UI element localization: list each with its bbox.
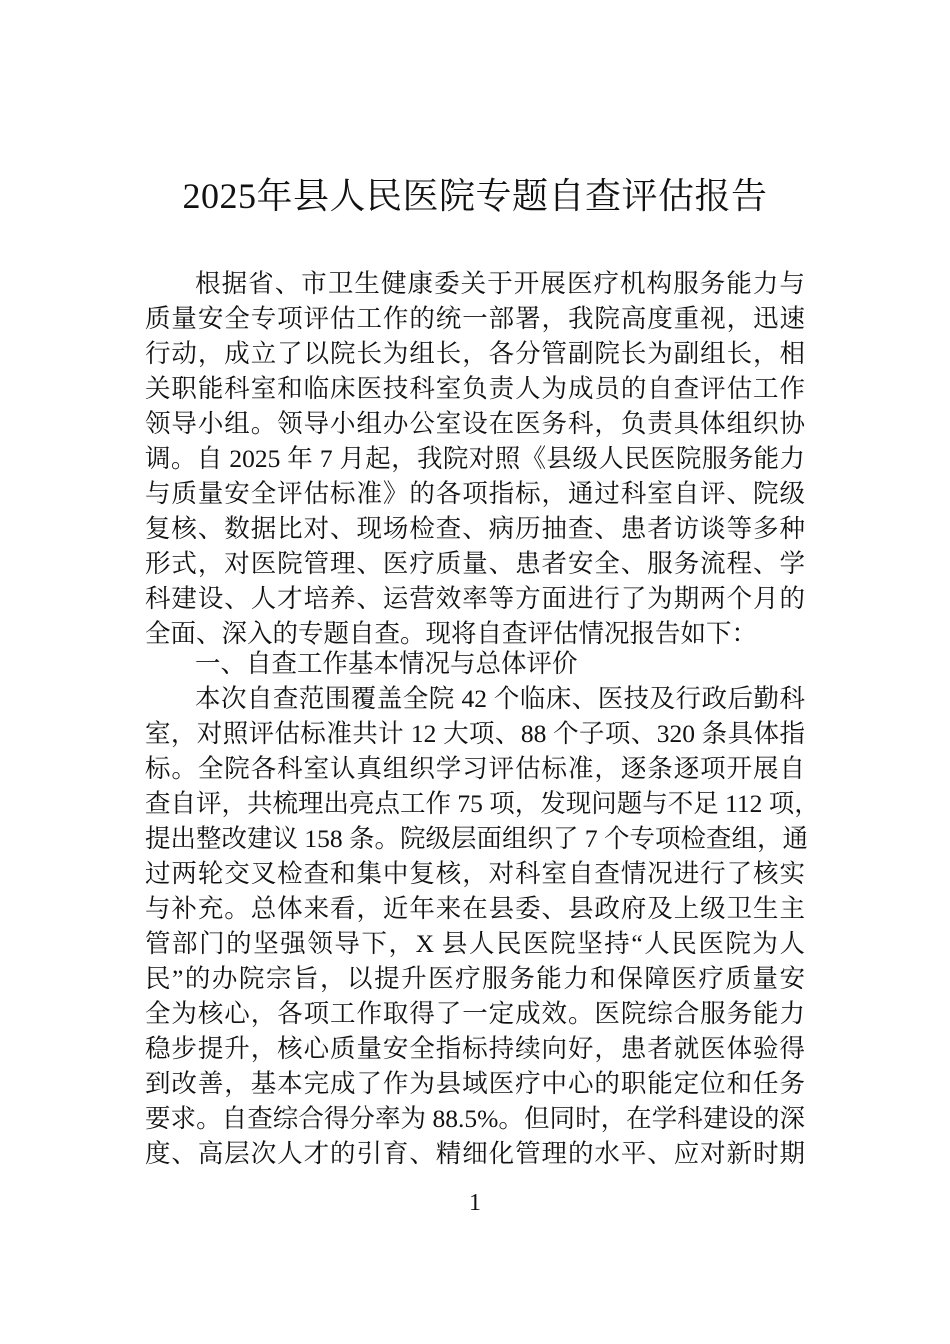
paragraph-line: 标。全院各科室认真组织学习评估标准，逐条逐项开展自 bbox=[145, 754, 805, 783]
paragraph-line: 与补充。总体来看，近年来在县委、县政府及上级卫生主 bbox=[145, 894, 805, 923]
paragraph-line: 到改善，基本完成了作为县域医疗中心的职能定位和任务 bbox=[145, 1069, 805, 1098]
paragraph-line: 科建设、人才培养、运营效率等方面进行了为期两个月的 bbox=[145, 584, 805, 613]
paragraph-line: 与质量安全评估标准》的各项指标，通过科室自评、院级 bbox=[145, 479, 805, 508]
paragraph-line: 要求。自查综合得分率为 88.5%。但同时，在学科建设的深 bbox=[145, 1104, 805, 1133]
paragraph-line: 稳步提升，核心质量安全指标持续向好，患者就医体验得 bbox=[145, 1034, 805, 1063]
paragraph-line: 本次自查范围覆盖全院 42 个临床、医技及行政后勤科 bbox=[195, 684, 805, 713]
paragraph-line: 过两轮交叉检查和集中复核，对科室自查情况进行了核实 bbox=[145, 859, 805, 888]
paragraph-line: 复核、数据比对、现场检查、病历抽查、患者访谈等多种 bbox=[145, 514, 805, 543]
paragraph-line: 领导小组。领导小组办公室设在医务科，负责具体组织协 bbox=[145, 409, 805, 438]
paragraph-line: 民”的办院宗旨，以提升医疗服务能力和保障医疗质量安 bbox=[145, 964, 805, 993]
paragraph-line: 质量安全专项评估工作的统一部署，我院高度重视，迅速 bbox=[145, 304, 805, 333]
paragraph-line: 提出整改建议 158 条。院级层面组织了 7 个专项检查组，通 bbox=[145, 824, 809, 853]
paragraph-line: 全面、深入的专题自查。现将自查评估情况报告如下： bbox=[145, 619, 758, 648]
paragraph-line: 调。自 2025 年 7 月起，我院对照《县级人民医院服务能力 bbox=[145, 444, 805, 473]
paragraph-line: 度、高层次人才的引育、精细化管理的水平、应对新时期 bbox=[145, 1139, 805, 1168]
paragraph-line: 管部门的坚强领导下，X 县人民医院坚持“人民医院为人 bbox=[145, 929, 805, 958]
page-number: 1 bbox=[469, 1190, 481, 1216]
paragraph-line: 全为核心，各项工作取得了一定成效。医院综合服务能力 bbox=[145, 999, 805, 1028]
paragraph-line: 形式，对医院管理、医疗质量、患者安全、服务流程、学 bbox=[145, 549, 805, 578]
document-title: 2025年县人民医院专题自查评估报告 bbox=[182, 176, 768, 216]
paragraph-line: 根据省、市卫生健康委关于开展医疗机构服务能力与 bbox=[195, 269, 805, 298]
section-heading: 一、自查工作基本情况与总体评价 bbox=[195, 649, 578, 678]
paragraph-line: 关职能科室和临床医技科室负责人为成员的自查评估工作 bbox=[145, 374, 805, 403]
paragraph-line: 室，对照评估标准共计 12 大项、88 个子项、320 条具体指 bbox=[145, 719, 805, 748]
paragraph-line: 查自评，共梳理出亮点工作 75 项，发现问题与不足 112 项， bbox=[145, 789, 820, 818]
paragraph-line: 行动，成立了以院长为组长，各分管副院长为副组长，相 bbox=[145, 339, 805, 368]
